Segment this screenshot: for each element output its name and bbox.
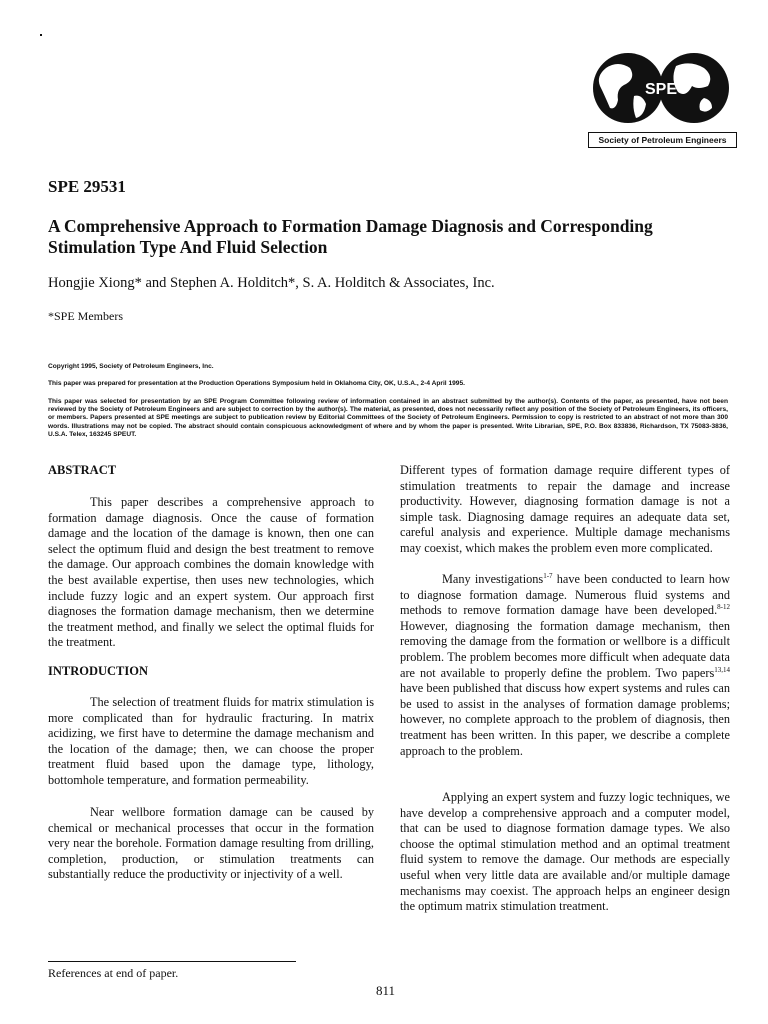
introduction-text-2: Near wellbore formation damage can be caused by chemical or mechanical processes that occur in the formation very near the borehole. Formation damage resulting from drilling, completion, production, or stimulation treatments can substantially reduce the productivity or injectivity of a well. bbox=[48, 805, 374, 882]
selection-notice: This paper was selected for presentation by an SPE Program Committee following review of information contained in an abstract submitted by the author(s). Contents of the paper, as presented, have not been reviewed by the Society of Petroleum Engineers and are subject to correction by the author(s). The material, as presented, does not necessarily reflect any position of the Society of Petroleum Engineers, its officers, or members. Papers presented at SPE meetings are subject to publication review by Editorial Committees of the Society of Petroleum Engineers. Permission to copy is restricted to an abstract of not more than 300 words. Illustrations may not be copied. The abstract should contain conspicuous acknowledgment of where and by whom the paper is presented. Write Librarian, SPE, P.O. Box 833836, Richardson, TX 75083-3836, U.S.A. Telex, 163245 SPEUT. bbox=[48, 398, 728, 438]
citation-ref: 1-7 bbox=[543, 571, 553, 580]
paper-number: SPE 29531 bbox=[48, 177, 126, 196]
right-text-2 bbox=[400, 572, 730, 759]
citation-ref: 8-12 bbox=[717, 603, 730, 612]
right-paragraph-1 bbox=[400, 463, 730, 557]
page-number: 811 bbox=[376, 983, 396, 998]
presentation-note: This paper was prepared for presentation at the Production Operations Symposium held in Oklahoma City, OK, U.S.A., 2-4 April 1995. bbox=[48, 380, 465, 387]
text-segment: have been published that discuss how expert systems and rules can be used to assist in the analyses of formation damage problems; however, no complete approach to the problem of diagnosis, then treatment has been written. In this paper, we describe a complete approach to the problem. bbox=[400, 681, 730, 758]
footnote-divider bbox=[48, 961, 296, 962]
spe-logo bbox=[584, 48, 739, 148]
abstract-heading: ABSTRACT bbox=[48, 463, 117, 477]
abstract-text: This paper describes a comprehensive approach to formation damage diagnosis. Once the cause of formation damage and the location of the damage is known, then one can select the optimum fluid and design the best treatment to remove the damage. Our approach combines the domain knowledge with the best available expertise, then uses new technologies, which include fuzzy logic and an expert system. Our approach first diagnoses the formation damage mechanism, then we determine the treatment method, and finally we select the optimal fluids for the treatment. bbox=[48, 495, 374, 650]
members-note: *SPE Members bbox=[48, 309, 123, 323]
right-text-1: Different types of formation damage require different types of stimulation treatments to repair the damage and increase productivity. However, diagnosing formation damage is not a simple task. Diagnosing damage requires an adequate data set, careful analysis and experience. Multiple damage mechanisms may coexist, which makes the problem even more complicated. bbox=[400, 463, 730, 555]
citation-ref: 13,14 bbox=[714, 665, 730, 674]
logo-text: SPE bbox=[644, 81, 678, 98]
right-paragraph-2 bbox=[400, 572, 730, 759]
globe-icon bbox=[584, 48, 739, 132]
copyright-line: Copyright 1995, Society of Petroleum Engineers, Inc. bbox=[48, 363, 214, 370]
stray-mark bbox=[40, 34, 42, 36]
text-segment: Many investigations bbox=[442, 572, 544, 586]
introduction-heading: INTRODUCTION bbox=[48, 664, 149, 678]
footnote: References at end of paper. bbox=[48, 966, 179, 980]
introduction-text-1: The selection of treatment fluids for matrix stimulation is more complicated than for hydraulic fracturing. In matrix acidizing, we first have to determine the damage mechanism and the location of the damage; then, we can choose the proper treatment fluid based upon the damage type, lithology, bottomhole temperature, and formation permeability. bbox=[48, 695, 374, 787]
introduction-paragraph-1 bbox=[48, 695, 374, 789]
abstract-paragraph bbox=[48, 495, 374, 651]
text-segment: However, diagnosing the formation damage mechanism, then removing the damage from the formation or wellbore is a difficult problem. The problem becomes more difficult when adequate data are not available to properly define the problem. Two papers bbox=[400, 618, 730, 680]
introduction-paragraph-2 bbox=[48, 805, 374, 883]
logo-caption: Society of Petroleum Engineers bbox=[588, 132, 737, 148]
right-paragraph-3 bbox=[400, 790, 730, 915]
right-text-3: Applying an expert system and fuzzy logic techniques, we have develop a comprehensive approach and a computer model, that can be used to diagnose formation damage types. We also choose the optimal stimulation method and an optimal treatment fluid system to remove the damage. Our methods are especially useful when very little data are available and/or multiple damage mechanisms may coexist. The approach helps an engineer design the optimum matrix stimulation treatment. bbox=[400, 790, 730, 914]
authors: Hongjie Xiong* and Stephen A. Holditch*, S. A. Holditch & Associates, Inc. bbox=[48, 275, 495, 291]
paper-title: A Comprehensive Approach to Formation Damage Diagnosis and Corresponding Stimulation Type And Fluid Selection bbox=[48, 216, 653, 257]
text-segment: have been conducted to learn how to diagnose formation damage. Numerous fluid systems and methods to remove formation damage have been developed. bbox=[400, 572, 730, 618]
